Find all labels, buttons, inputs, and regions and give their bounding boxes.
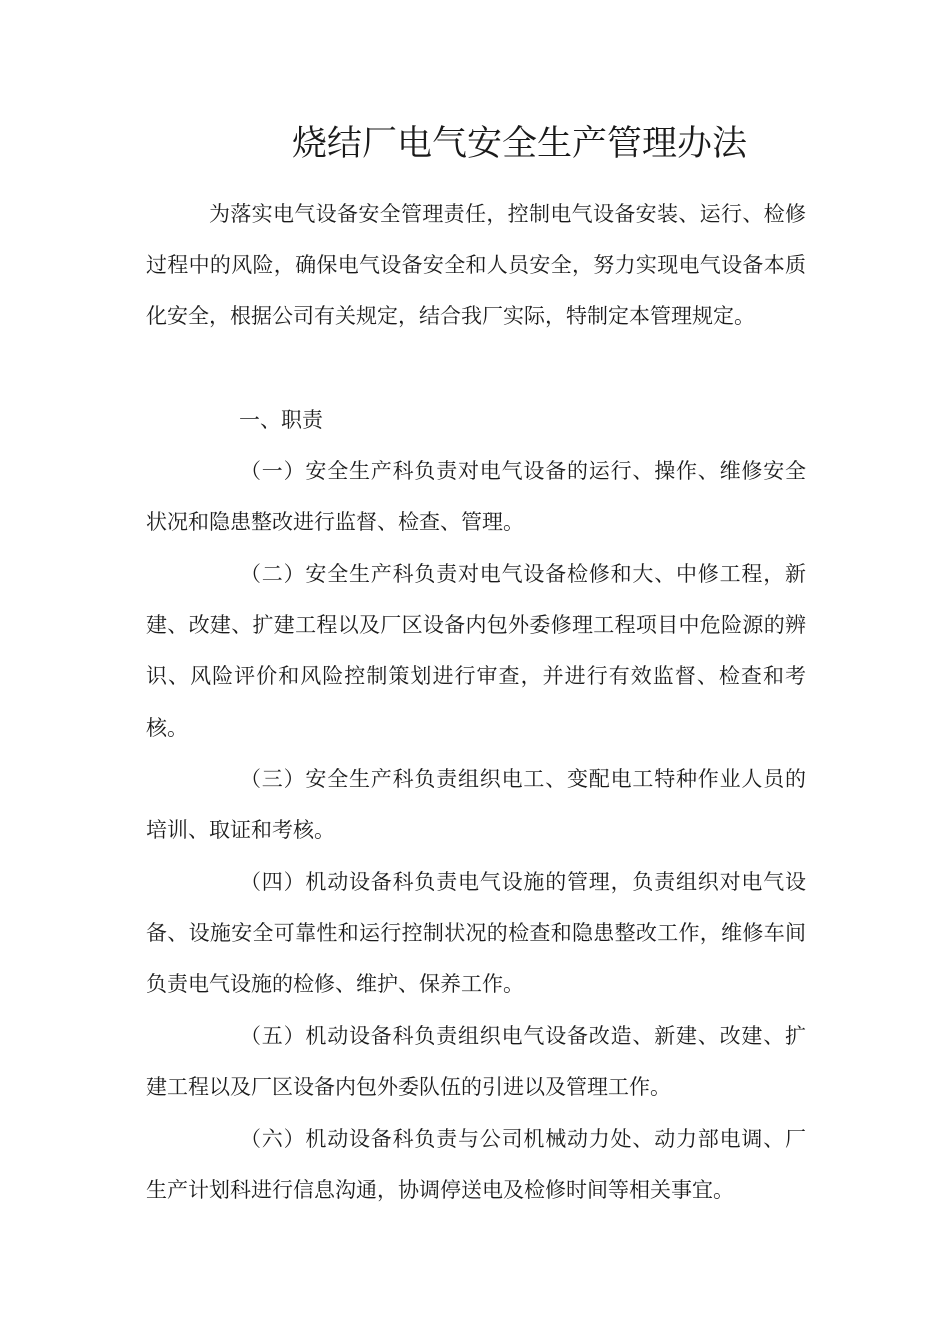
duty-item-2: （二）安全生产科负责对电气设备检修和大、中修工程，新建、改建、扩建工程以及厂区设备内包外委修理工程项目中危险源的辨识、风险评价和风险控制策划进行审查，并进行有效监督、检查和考核。 xyxy=(146,562,806,740)
duty-item-4: （四）机动设备科负责电气设施的管理，负责组织对电气设备、设施安全可靠性和运行控制状况的检查和隐患整改工作，维修车间负责电气设施的检修、维护、保养工作。 xyxy=(146,870,806,997)
intro-paragraph: 为落实电气设备安全管理责任，控制电气设备安装、运行、检修过程中的风险，确保电气设备安全和人员安全，努力实现电气设备本质化安全，根据公司有关规定，结合我厂实际，特制定本管理规定。 xyxy=(146,202,806,329)
document-title: 烧结厂电气安全生产管理办法 xyxy=(292,124,748,164)
duty-item-3: （三）安全生产科负责组织电工、变配电工特种作业人员的培训、取证和考核。 xyxy=(146,767,806,843)
duty-item-5: （五）机动设备科负责组织电气设备改造、新建、改建、扩建工程以及厂区设备内包外委队伍的引进以及管理工作。 xyxy=(146,1024,806,1100)
duty-item-1: （一）安全生产科负责对电气设备的运行、操作、维修安全状况和隐患整改进行监督、检查、管理。 xyxy=(146,459,806,535)
section-heading-duties: 一、职责 xyxy=(239,408,323,432)
duty-item-6: （六）机动设备科负责与公司机械动力处、动力部电调、厂生产计划科进行信息沟通，协调停送电及检修时间等相关事宜。 xyxy=(146,1127,806,1203)
